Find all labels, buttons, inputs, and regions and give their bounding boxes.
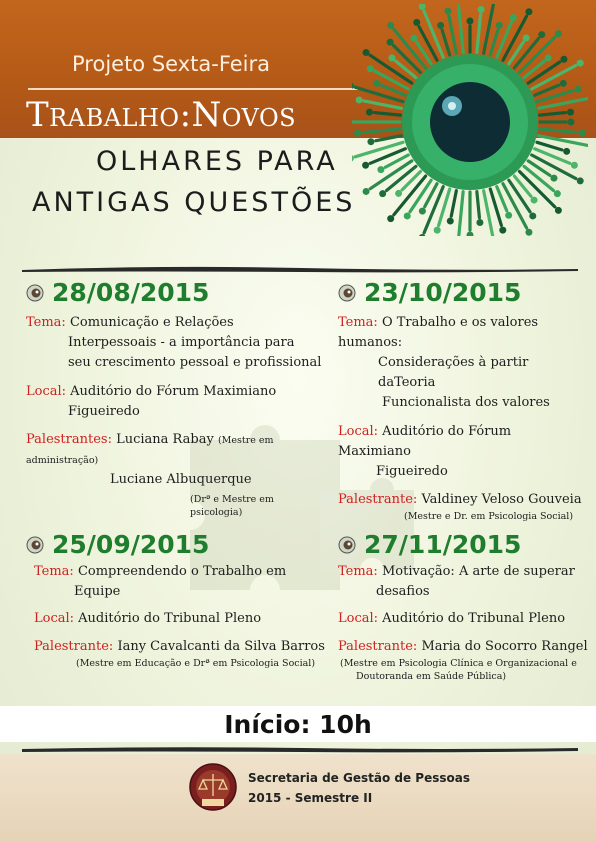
local-label: Local:	[26, 384, 67, 399]
local-label: Local:	[338, 424, 379, 439]
person-figure	[458, 4, 463, 52]
person-head	[413, 19, 420, 26]
person-figure	[355, 142, 403, 157]
person-head	[354, 130, 361, 137]
person-head	[531, 197, 538, 204]
person-head	[437, 22, 444, 29]
speaker-note: (Drª e Mestre em psicologia)	[190, 494, 274, 518]
bullet-icon	[338, 536, 356, 554]
person-head	[388, 54, 395, 61]
speaker-label: Palestrantes:	[26, 432, 112, 447]
tema-label: Tema:	[34, 564, 74, 579]
secretaria-name: Secretaria de Gestão de Pessoas	[248, 771, 470, 785]
person-head	[577, 60, 584, 67]
person-head	[367, 138, 374, 145]
person-head	[525, 8, 532, 15]
person-head	[404, 212, 411, 219]
person-head	[419, 4, 426, 10]
start-time: Início: 10h	[0, 706, 596, 742]
brush-divider-bottom	[22, 744, 578, 754]
person-head	[356, 96, 363, 103]
local-text: Figueiredo	[376, 464, 448, 479]
speaker-note: Doutoranda em Saúde Pública)	[356, 671, 507, 682]
person-head	[410, 35, 417, 42]
person-head	[395, 190, 402, 197]
person-figure	[374, 113, 400, 116]
bullet-icon	[26, 284, 44, 302]
person-head	[529, 212, 536, 219]
person-head	[567, 109, 574, 116]
person-head	[434, 227, 441, 234]
speaker-label: Palestrante:	[34, 639, 114, 654]
person-head	[476, 219, 483, 226]
speaker-note: (Mestre em Psicologia Clínica e Organizacional e	[340, 658, 577, 669]
tema-text: seu crescimento pessoal e profissional	[68, 355, 322, 370]
person-figure	[540, 113, 566, 116]
event-card-2	[338, 278, 588, 523]
title-line-2: OLHARES PARA	[96, 146, 338, 177]
person-head	[523, 35, 530, 42]
person-head	[363, 49, 370, 56]
person-figure	[376, 136, 402, 141]
person-figure	[477, 192, 480, 218]
local-text: Auditório do Tribunal Pleno	[78, 611, 262, 626]
person-head	[419, 208, 426, 215]
person-head	[478, 6, 485, 13]
local-text: Auditório do Fórum Maximiano	[338, 424, 512, 459]
title-line-3: ANTIGAS QUESTÕES	[32, 187, 356, 218]
tema-text: Funcionalista dos valores	[382, 395, 550, 410]
person-head	[387, 22, 394, 29]
person-head	[352, 155, 354, 162]
local-text: Auditório do Tribunal Pleno	[382, 611, 566, 626]
event-card-4	[338, 530, 588, 683]
person-figure	[363, 129, 401, 133]
bullet-icon	[26, 536, 44, 554]
brush-divider-top	[22, 264, 578, 274]
person-head	[555, 30, 562, 37]
semester: 2015 - Semestre II	[248, 791, 373, 805]
title-divider	[28, 88, 358, 90]
person-head	[379, 190, 386, 197]
event-date: 25/09/2015	[52, 530, 210, 559]
person-head	[510, 14, 517, 21]
event-date: 27/11/2015	[364, 530, 522, 559]
speaker-note: (Mestre e Dr. em Psicologia Social)	[404, 511, 574, 522]
local-label: Local:	[34, 611, 75, 626]
person-figure	[537, 142, 562, 150]
person-head	[577, 177, 584, 184]
tribunal-seal-logo	[188, 762, 238, 812]
tema-text: Considerações à partir daTeoria	[378, 355, 529, 390]
eye-people-illustration	[352, 4, 588, 236]
person-figure	[540, 129, 578, 133]
person-head	[444, 8, 451, 15]
person-head	[387, 215, 394, 222]
person-head	[387, 39, 394, 46]
person-head	[560, 80, 567, 87]
person-head	[496, 22, 503, 29]
tema-label: Tema:	[26, 315, 66, 330]
person-figure	[449, 16, 456, 53]
person-figure	[509, 180, 530, 212]
person-head	[579, 130, 586, 137]
person-figure	[375, 71, 409, 89]
speaker-name: Valdiney Veloso Gouveia	[421, 492, 582, 507]
tema-text: Equipe	[74, 584, 121, 599]
speaker-label: Palestrante:	[338, 639, 418, 654]
person-figure	[451, 191, 456, 217]
person-head	[563, 148, 570, 155]
person-head	[467, 18, 474, 25]
person-head	[467, 232, 474, 237]
person-figure	[528, 62, 560, 83]
person-head	[545, 54, 552, 61]
person-head	[568, 119, 575, 126]
speaker-name: Luciane Albuquerque	[110, 472, 252, 487]
person-head	[367, 65, 374, 72]
tema-label: Tema:	[338, 315, 378, 330]
tema-text: O Trabalho e os valores humanos:	[338, 315, 539, 350]
person-head	[554, 190, 561, 197]
person-head	[499, 227, 506, 234]
person-head	[366, 109, 373, 116]
title-line-1: Trabalho:Novos	[26, 95, 297, 135]
local-text: Figueiredo	[68, 404, 140, 419]
person-head	[377, 166, 384, 173]
speaker-note: (Mestre em administração)	[26, 435, 274, 466]
speaker-label: Palestrante:	[338, 492, 418, 507]
person-head	[352, 82, 354, 89]
person-figure	[424, 11, 443, 57]
speaker-name: Iany Cavalcanti da Silva Barros	[117, 639, 325, 654]
speaker-note: (Mestre em Educação e Drª em Psicologia Social)	[76, 658, 316, 669]
tema-text: Compreendendo o Trabalho em	[77, 564, 287, 579]
person-figure	[364, 101, 401, 108]
person-head	[525, 229, 532, 236]
person-head	[505, 212, 512, 219]
person-head	[538, 31, 545, 38]
event-card-1	[26, 278, 326, 519]
person-head	[447, 218, 454, 225]
person-head	[362, 162, 369, 169]
tema-text: Motivação: A arte de superar	[381, 564, 575, 579]
person-figure	[477, 15, 481, 53]
person-figure	[442, 30, 450, 55]
bullet-icon	[338, 284, 356, 302]
person-figure	[458, 192, 463, 236]
tema-text: Comunicação e Relações	[69, 315, 234, 330]
person-figure	[424, 187, 443, 233]
tema-text: Interpessoais - a importância para	[68, 335, 295, 350]
person-head	[550, 175, 557, 182]
local-label: Local:	[338, 611, 379, 626]
person-figure	[490, 30, 498, 55]
event-card-3	[26, 530, 326, 670]
person-head	[571, 162, 578, 169]
speaker-name: Luciana Rabay	[116, 432, 214, 447]
speaker-name: Maria do Socorro Rangel	[421, 639, 588, 654]
person-figure	[410, 180, 431, 212]
tema-label: Tema:	[338, 564, 378, 579]
tema-text: desafios	[376, 584, 430, 599]
person-head	[575, 86, 582, 93]
event-date: 23/10/2015	[364, 278, 522, 307]
person-head	[555, 207, 562, 214]
person-head	[560, 56, 567, 63]
person-head	[373, 80, 380, 87]
person-head	[363, 188, 370, 195]
event-date: 28/08/2015	[52, 278, 210, 307]
local-text: Auditório do Fórum Maximiano	[70, 384, 277, 399]
project-name: Projeto Sexta-Feira	[72, 52, 271, 76]
